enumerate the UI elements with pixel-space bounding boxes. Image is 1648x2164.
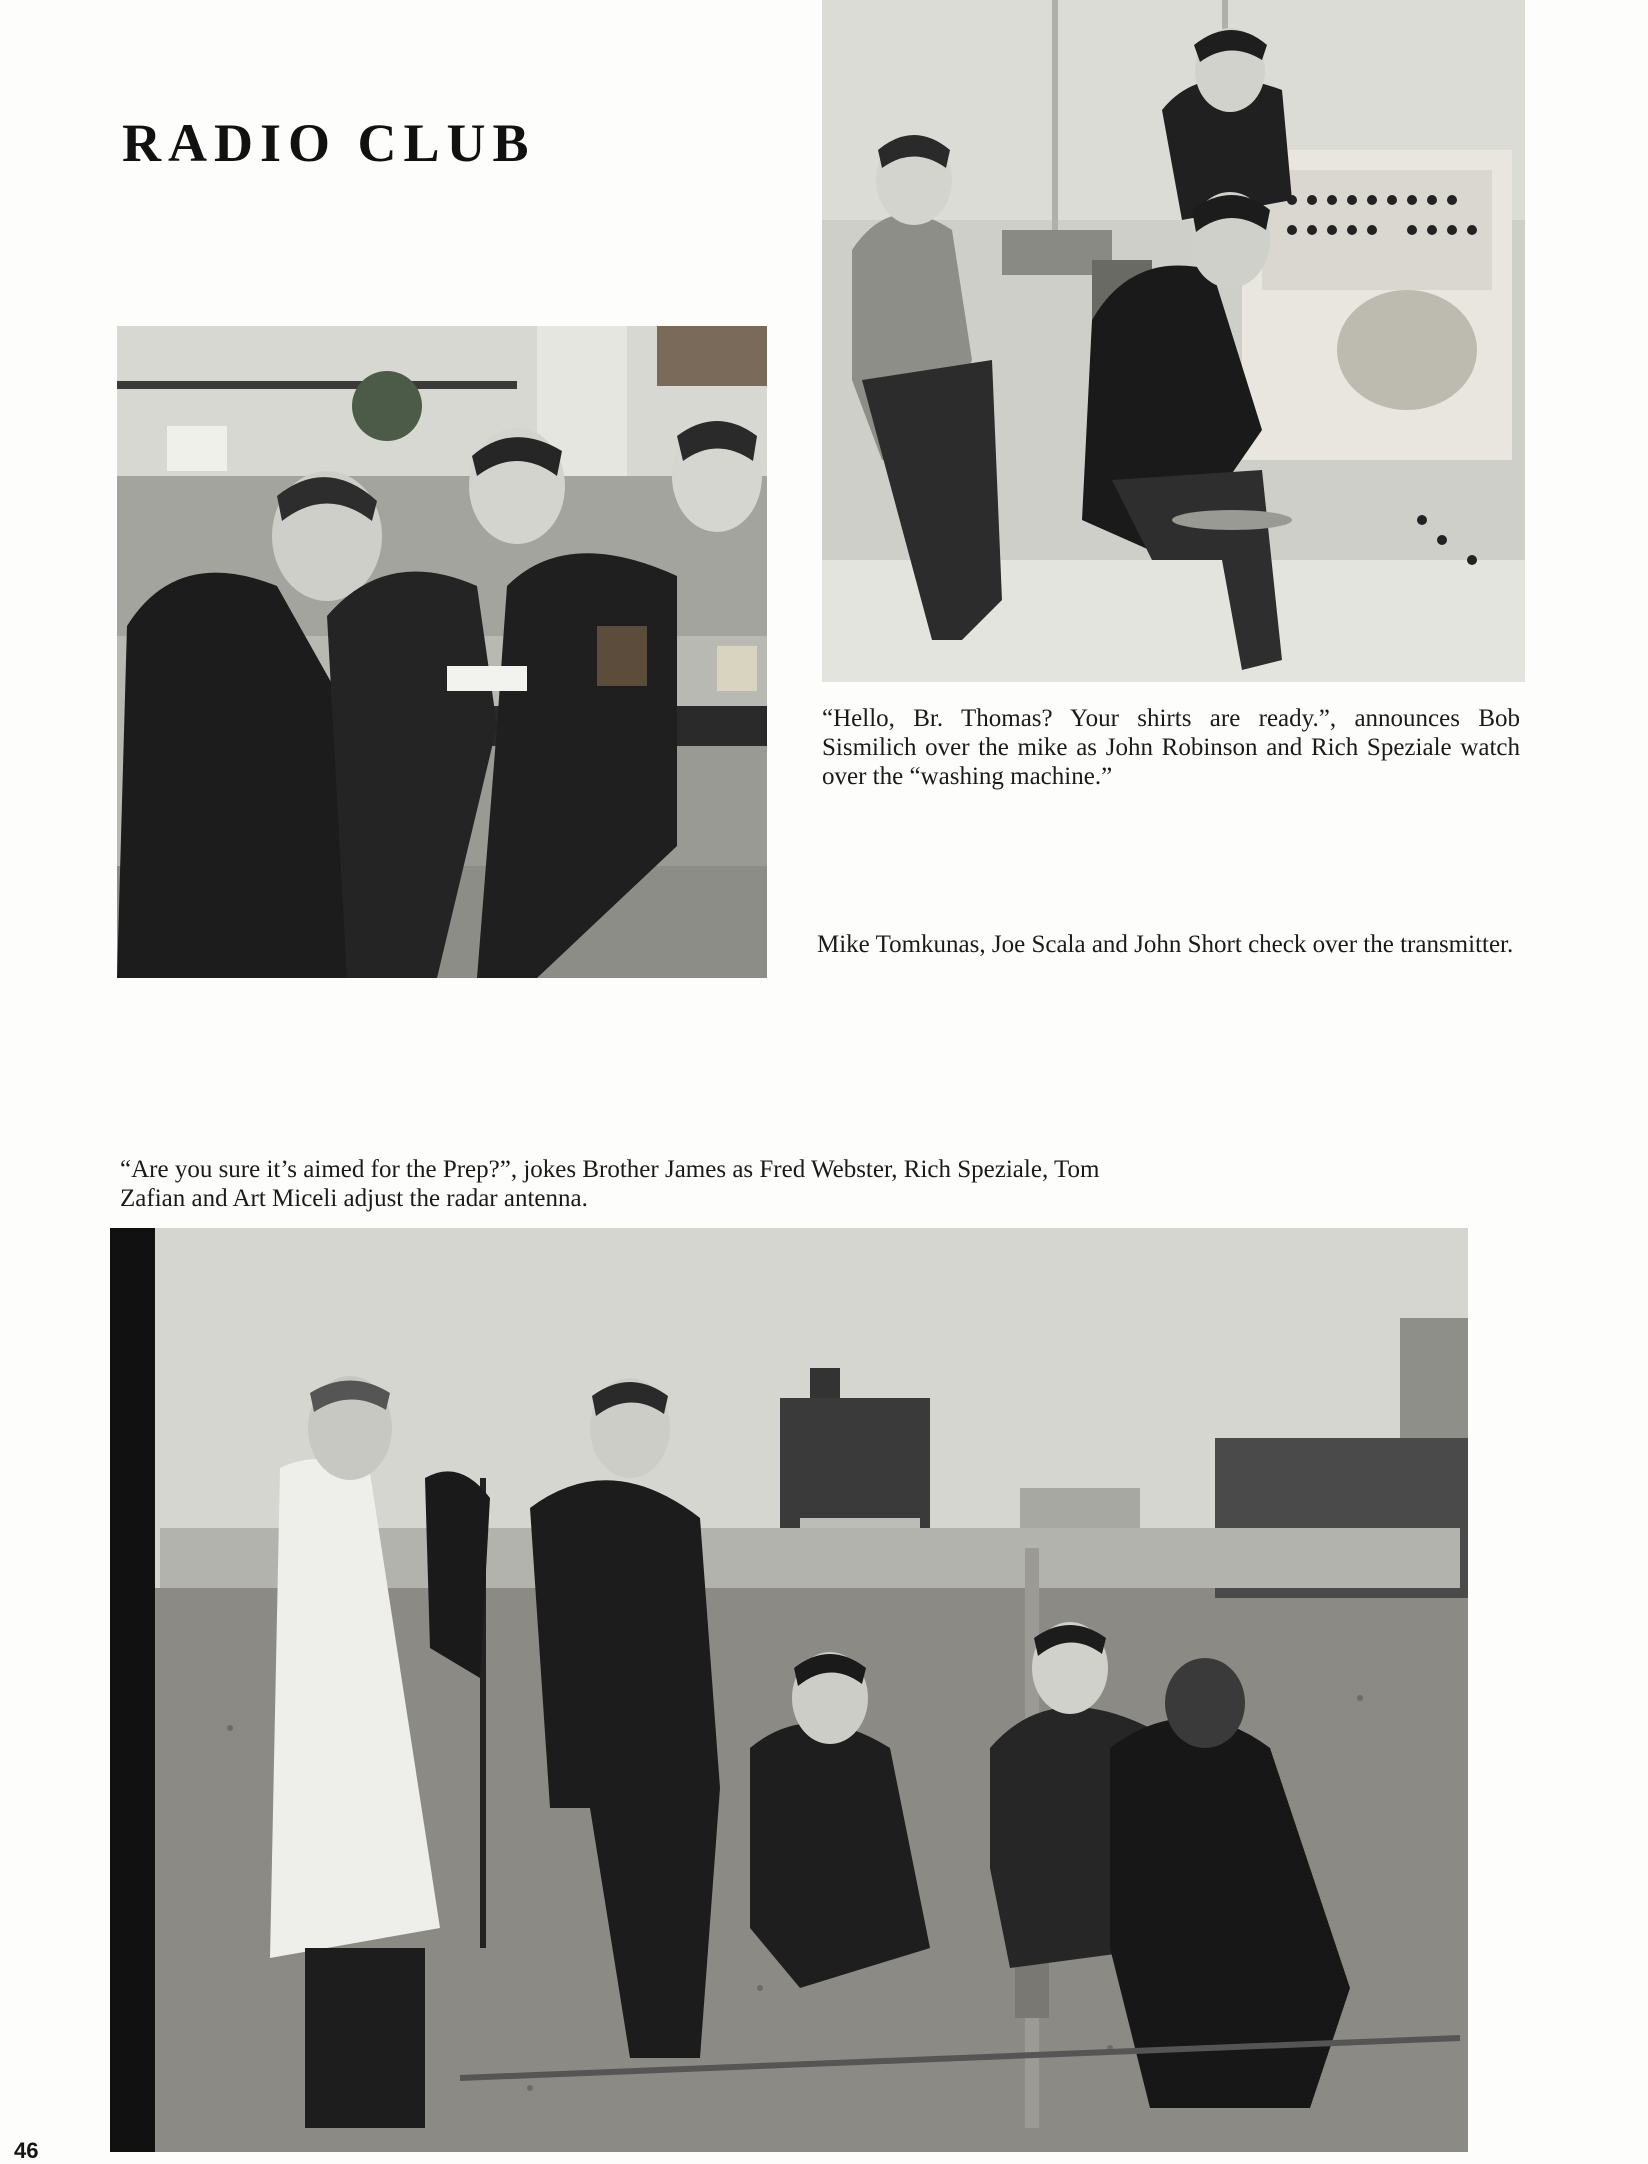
caption-transmitter: Mike Tomkunas, Joe Scala and John Short check over the transmitter.	[817, 931, 1514, 958]
page-title: RADIO CLUB	[122, 113, 536, 173]
page-number: 46	[14, 2138, 39, 2163]
photo-desk-image	[117, 326, 767, 978]
caption-antenna: “Are you sure it’s aimed for the Prep?”, jokes Brother James as Fred Webster, Rich Speziale, Tom Zafian and Art Miceli adjust the radar antenna.	[120, 1156, 1100, 1212]
photo-radio-console	[822, 0, 1525, 682]
photo-radio-image	[822, 0, 1525, 682]
photo-desk-students	[117, 326, 767, 978]
photo-rooftop-antenna	[110, 1228, 1468, 2152]
caption-radio-operator: “Hello, Br. Thomas? Your shirts are ready.”, announces Bob Sismilich over the mike as John Robinson and Rich Speziale watch over the “washing machine.”	[822, 705, 1520, 790]
photo-rooftop-image	[110, 1228, 1468, 2152]
